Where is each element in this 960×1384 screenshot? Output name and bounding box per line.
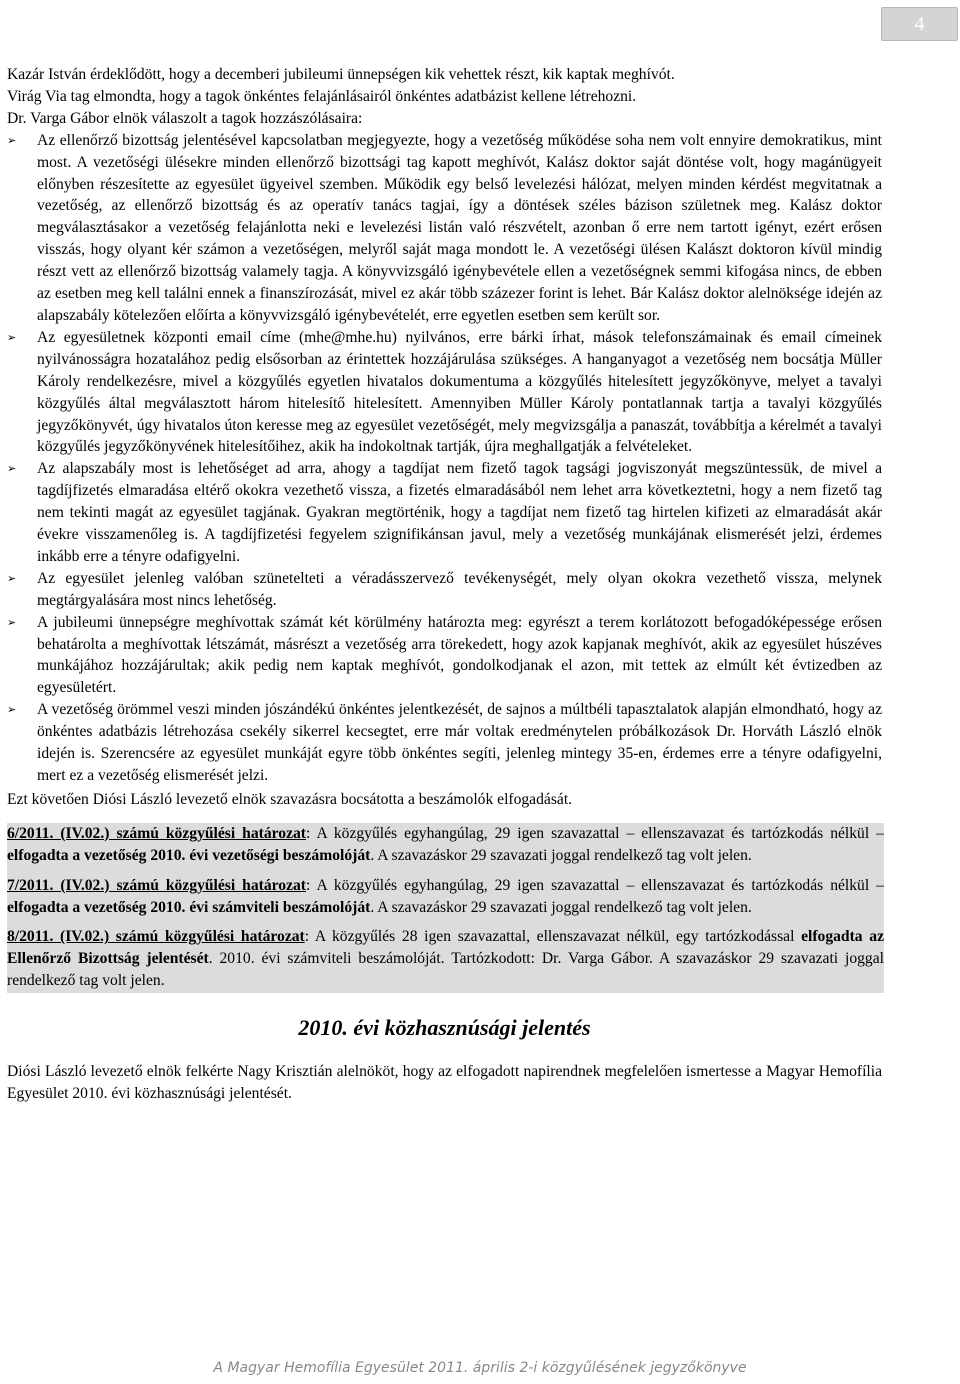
arrow-bullet-icon: ➢ [7, 462, 17, 476]
arrow-bullet-icon: ➢ [7, 571, 17, 585]
list-item [7, 458, 882, 568]
document-body [7, 64, 882, 1105]
resolution-text: . 2010. évi számviteli beszámolóját. Tartózkodott: Dr. Varga Gábor. A szavazáskor 29 szavazati joggal rendelkező tag volt jelen. [7, 950, 884, 990]
list-item-text: Az alapszabály most is lehetőséget ad arra, ahogy a tagdíjat nem fizető tagok tagsági jogviszonyát megszüntessük, de mivel a tagdíjfizetés elmaradása eltérő okokra vezethető vissza, a fizetés elmaradásából nem lehet arra következtetni, hogy a nem fizető tag nem tekinti magát az egyesület tagjának. Gyakran megtörténik, hogy a tagdíjat nem fizető tag hirtelen kifizeti az elmaradását akár évekre visszamenőleg is. A tagdíjfizetési fegyelem szignifikánsan javul, mely a vezetőség munkájának elismerését jelzi, érdemes inkább erre a tényre odafigyelni. [37, 460, 882, 565]
list-item [7, 699, 882, 787]
intro-paragraph: Virág Via tag elmondta, hogy a tagok önkéntes felajánlásairól önkéntes adatbázist kellene létrehozni. [7, 87, 637, 105]
intro-paragraph: Dr. Varga Gábor elnök válaszolt a tagok hozzászólásaira: [7, 109, 363, 127]
resolution-decision: elfogadta a vezetőség 2010. évi vezetőségi beszámolóját [7, 846, 371, 864]
list-item-text: A vezetőség örömmel veszi minden jószándékú önkéntes jelentkezését, de sajnos a múltbéli tapasztalatok alapján elmondható, hogy az önkéntes adatbázis létrehozása csekély sikerrel kecsegtet, erre már voltak eredménytelen próbálkozások Dr. Horváth László elnök idején is. Szerencsére az egyesület munkáját egyre több önkéntes segíti, jelenleg mintegy 35-en, érdemes erre a tényre odafigyelni, mert ez a vezetőség elismerését jelzi. [37, 701, 882, 784]
arrow-bullet-icon: ➢ [7, 330, 17, 344]
list-item [7, 568, 882, 612]
resolution-ref: 8/2011. (IV.02.) számú közgyűlési határozat [7, 928, 305, 946]
arrow-bullet-icon: ➢ [7, 133, 17, 147]
list-item [7, 130, 882, 327]
resolution-decision: elfogadta az Ellenőrző Bizottság jelentését [7, 928, 884, 968]
resolution-text: : A közgyűlés 28 igen szavazattal, ellenszavazat nélkül, egy tartózkodással [304, 928, 802, 946]
resolution-text: . A szavazáskor 29 szavazati joggal rendelkező tag volt jelen. [370, 846, 752, 864]
arrow-bullet-icon: ➢ [7, 615, 17, 629]
list-item-text: A jubileumi ünnepségre meghívottak számát két körülmény határozta meg: egyrészt a terem korlátozott befogadóképessége erősen behatárolta a meghívottak létszámát, másrészt a vezetőség arra törekedett, hogy azok kapjanak meghívót, akik az egyesület húszéves munkájához hozzájárultak; akik pedig nem kaptak meghívót, gondolkodjanak el azon, mit tettek az elmúlt két évtizedben az egyesületért. [37, 613, 882, 697]
response-list [7, 130, 882, 787]
list-item [7, 327, 882, 458]
intro-paragraph: Kazár István érdeklődött, hogy a decemberi jubileumi ünnepségen kik vehettek részt, kik kaptak meghívót. [7, 66, 675, 83]
resolution-text: : A közgyűlés egyhangúlag, 29 igen szavazattal – ellenszavazat és tartózkodás nélkül – [306, 876, 884, 894]
closing-paragraph: Diósi László levezető elnök felkérte Nagy Krisztián alelnököt, hogy az elfogadott napirendnek megfelelően ismertesse a Magyar Hemofília Egyesület 2010. évi közhasznúsági jelentését. [7, 1063, 882, 1103]
list-item [7, 612, 882, 700]
resolution-decision: elfogadta a vezetőség 2010. évi számviteli beszámolóját [7, 898, 371, 916]
list-item-text: Az egyesületnek központi email címe (mhe@mhe.hu) nyilvános, erre bárki írhat, mások telefonszámainak és email címeinek nyilvánosságra hozatalához pedig elsősorban az érintettek hozzájárulása szükséges. A hanganyagot a vezetőség nem bocsátja Müller Károly rendelkezésre, mivel a közgyűlés egyetlen hivatalos dokumentuma a közgyűlés hitelesített jegyzőkönyve, melyet a tavalyi közgyűlés által megválasztott három hitelesítő hitelesített. Amennyiben Müller Károly pontatlannak tartja a tavalyi közgyűlés jegyzőkönyvét, úgy hivatalos úton keresse meg az egyesület vezetőségét, mely megvizsgálja a panaszát, továbbítja a kérelmét a tavalyi közgyűlés jegyzőkönyvének hitelesítőihez, akik ha indokoltnak tartják, újra meghallgatják a felvételeket. [37, 328, 882, 456]
page-number-badge [881, 7, 958, 41]
page-footer: A Magyar Hemofília Egyesület 2011. április 2-i közgyűlésének jegyzőkönyve [213, 1360, 747, 1376]
resolution-7 [7, 875, 884, 919]
resolutions-box [7, 823, 884, 993]
resolution-8 [7, 926, 884, 992]
list-item-text: Az egyesület jelenleg valóban szünetelteti a véradásszervező tevékenységét, mely olyan okokra vezethető vissza, melynek megtárgyalására most nincs lehetőség. [37, 569, 882, 609]
section-title: 2010. évi közhasznúsági jelentés [298, 1015, 591, 1041]
page-number: 4 [914, 12, 925, 35]
resolution-ref: 6/2011. (IV.02.) számú közgyűlési határozat [7, 824, 306, 842]
vote-call-paragraph: Ezt követően Diósi László levezető elnök szavazásra bocsátotta a beszámolók elfogadását. [7, 790, 573, 808]
resolution-text: . A szavazáskor 29 szavazati joggal rendelkező tag volt jelen. [370, 898, 752, 916]
resolution-6 [7, 823, 884, 867]
resolution-ref: 7/2011. (IV.02.) számú közgyűlési határozat [7, 876, 306, 894]
list-item-text: Az ellenőrző bizottság jelentésével kapcsolatban megjegyezte, hogy a vezetőség működése soha nem volt ennyire demokratikus, mint most. A vezetőségi ülésekre minden ellenőrző bizottsági tag kapott meghívót, Kalász doktor saját döntése volt, hogy magánügyeit előnyben részesítette az egyesület ügyeivel szemben. Működik egy belső levelezési hálózat, melyen minden kérdést megvitatnak a vezetőség, az ellenőrző bizottság és az operatív tanács tagjai, így a döntések széles bázison születnek meg. Kalász doktor megválasztásakor a vezetőség felajánlotta neki e levelezési listán való részvételt, azonban ő erre nem tartott igényt, ezért erősen visszás, hogy olyant kér számon a vezetőségen, melyről saját maga mondott le. A vezetőségi ülésen Kalászt doktoron kívül mindig részt vett az ellenőrző bizottság valamely tagja. A könyvvizsgáló igénybevétele ellen a vezetőségnek semmi kifogása nincs, de ebben az esetben meg kell találni ennek a finanszírozását, mivel ez akár több százezer forint is lehet. Bár Kalász doktor alelnöksége idején az alapszabály kötelezően előírta a könyvvizsgáló igénybevételét, erre egyetlen esetben sem került sor. [37, 131, 882, 324]
arrow-bullet-icon: ➢ [7, 703, 17, 717]
resolution-text: : A közgyűlés egyhangúlag, 29 igen szavazattal – ellenszavazat és tartózkodás nélkül – [306, 824, 884, 842]
